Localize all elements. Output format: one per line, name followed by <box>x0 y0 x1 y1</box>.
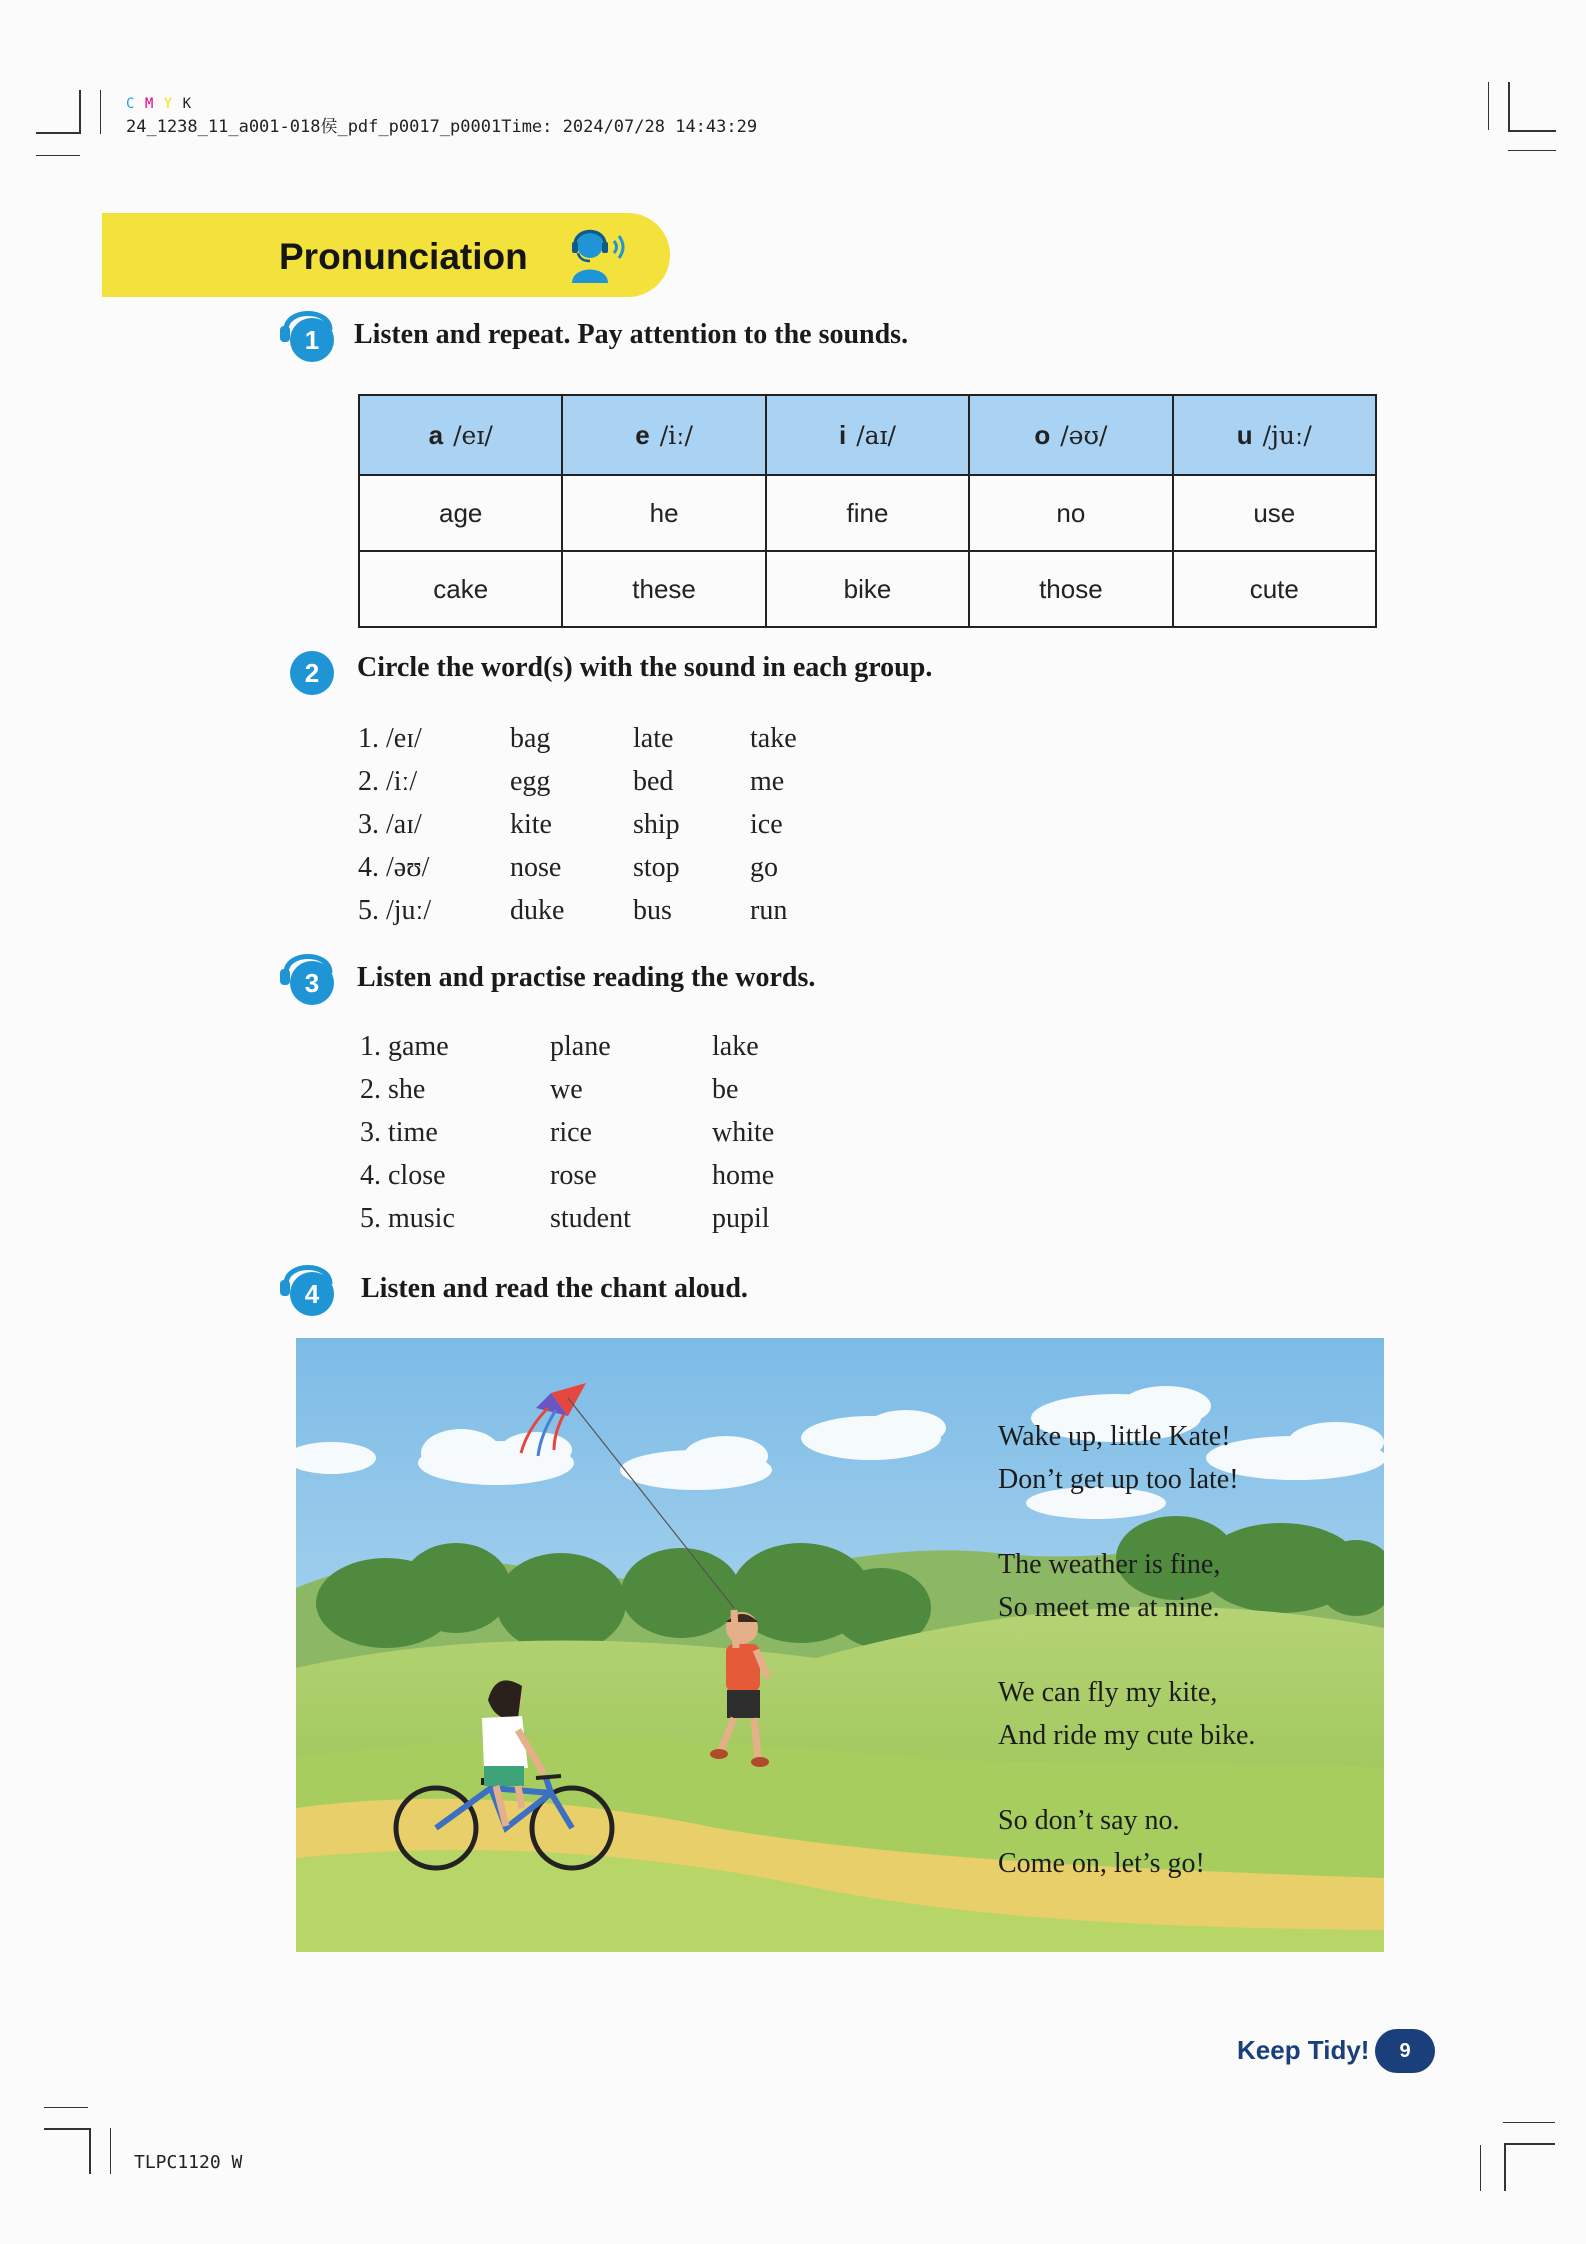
chant-line: The weather is fine, <box>998 1549 1221 1580</box>
group-word[interactable]: stop <box>633 852 680 883</box>
crop-mark <box>44 2128 90 2130</box>
practice-word: 5. music <box>360 1203 455 1234</box>
table-cell: cake <box>359 551 562 627</box>
group-word[interactable]: bed <box>633 766 674 797</box>
sound-header: e /iː/ <box>562 395 765 475</box>
banner-title: Pronunciation <box>279 236 528 277</box>
exercise-1-instruction: Listen and repeat. Pay attention to the sounds. <box>354 319 909 350</box>
table-cell: those <box>969 551 1172 627</box>
practice-word: 2. she <box>360 1074 426 1105</box>
practice-word: be <box>712 1074 739 1105</box>
practice-word: lake <box>712 1031 759 1062</box>
practice-word: 3. time <box>360 1117 438 1148</box>
crop-mark <box>79 90 81 134</box>
group-label: 5. /juː/ <box>358 895 432 926</box>
table-cell: he <box>562 475 765 551</box>
practice-word: rice <box>550 1117 592 1148</box>
group-word[interactable]: go <box>750 852 778 883</box>
crop-mark <box>100 90 101 134</box>
group-word[interactable]: ship <box>633 809 680 840</box>
exercise-4-instruction: Listen and read the chant aloud. <box>361 1273 748 1304</box>
table-cell: cute <box>1173 551 1376 627</box>
chant-line: Don’t get up too late! <box>998 1464 1239 1495</box>
chant-line: So don’t say no. <box>998 1805 1180 1836</box>
print-slug: 24_1238_11_a001-018侯_pdf_p0017_p0001Time: 2024/07/28 14:43:29 <box>126 117 758 137</box>
sound-header: u /juː/ <box>1173 395 1376 475</box>
practice-word: rose <box>550 1160 597 1191</box>
group-word[interactable]: kite <box>510 809 552 840</box>
sound-header: o /əʊ/ <box>969 395 1172 475</box>
sound-header: a /eɪ/ <box>359 395 562 475</box>
chant-line: And ride my cute bike. <box>998 1720 1256 1751</box>
practice-word: white <box>712 1117 775 1148</box>
print-code: TLPC1120 W <box>134 2152 243 2173</box>
practice-word: we <box>550 1074 583 1105</box>
crop-mark <box>1508 150 1556 151</box>
group-word[interactable]: duke <box>510 895 565 926</box>
group-label: 1. /eɪ/ <box>358 723 422 754</box>
practice-word: student <box>550 1203 631 1234</box>
chant-line: So meet me at nine. <box>998 1592 1220 1623</box>
chant-line: Come on, let’s go! <box>998 1848 1205 1879</box>
vowel-sound-table <box>358 394 1377 628</box>
chant-line: Wake up, little Kate! <box>998 1421 1231 1452</box>
table-cell: no <box>969 475 1172 551</box>
group-word[interactable]: egg <box>510 766 551 797</box>
table-cell: these <box>562 551 765 627</box>
group-word[interactable]: bag <box>510 723 551 754</box>
practice-word: 1. game <box>360 1031 449 1062</box>
crop-mark <box>1504 2143 1506 2191</box>
group-word[interactable]: take <box>750 723 797 754</box>
group-word[interactable]: ice <box>750 809 783 840</box>
group-label: 2. /iː/ <box>358 766 418 797</box>
crop-mark <box>1503 2122 1555 2123</box>
exercise-number-badge: 1 <box>290 318 334 362</box>
exercise-number-badge: 4 <box>290 1272 334 1316</box>
group-label: 3. /aɪ/ <box>358 809 422 840</box>
table-cell: bike <box>766 551 969 627</box>
practice-word: 4. close <box>360 1160 446 1191</box>
practice-word: home <box>712 1160 775 1191</box>
exercise-number-badge: 2 <box>290 651 334 695</box>
exercise-3-instruction: Listen and practise reading the words. <box>357 962 816 993</box>
cmyk-marks: C M Y K <box>126 96 193 112</box>
table-cell: age <box>359 475 562 551</box>
chant-line: We can fly my kite, <box>998 1677 1218 1708</box>
practice-word: pupil <box>712 1203 770 1234</box>
exercise-number-badge: 3 <box>290 961 334 1005</box>
crop-mark <box>89 2128 91 2174</box>
crop-mark <box>36 155 80 156</box>
page-number-badge: 9 <box>1375 2029 1435 2073</box>
crop-mark <box>1480 2145 1481 2191</box>
group-label: 4. /əʊ/ <box>358 852 430 883</box>
group-word[interactable]: nose <box>510 852 562 883</box>
crop-mark <box>1488 82 1489 130</box>
crop-mark <box>1508 130 1556 132</box>
unit-title: Keep Tidy! <box>1237 2035 1370 2065</box>
sound-header: i /aɪ/ <box>766 395 969 475</box>
group-word[interactable]: me <box>750 766 785 797</box>
crop-mark <box>1508 82 1510 130</box>
crop-mark <box>1505 2143 1555 2145</box>
table-cell: use <box>1173 475 1376 551</box>
group-word[interactable]: late <box>633 723 674 754</box>
crop-mark <box>110 2128 111 2174</box>
crop-mark <box>44 2107 88 2108</box>
group-word[interactable]: run <box>750 895 788 926</box>
exercise-2-instruction: Circle the word(s) with the sound in each group. <box>357 652 933 683</box>
group-word[interactable]: bus <box>633 895 672 926</box>
headset-listener-icon <box>566 225 630 285</box>
crop-mark <box>36 132 80 134</box>
chant-text <box>998 1415 1255 1885</box>
table-cell: fine <box>766 475 969 551</box>
practice-word: plane <box>550 1031 611 1062</box>
